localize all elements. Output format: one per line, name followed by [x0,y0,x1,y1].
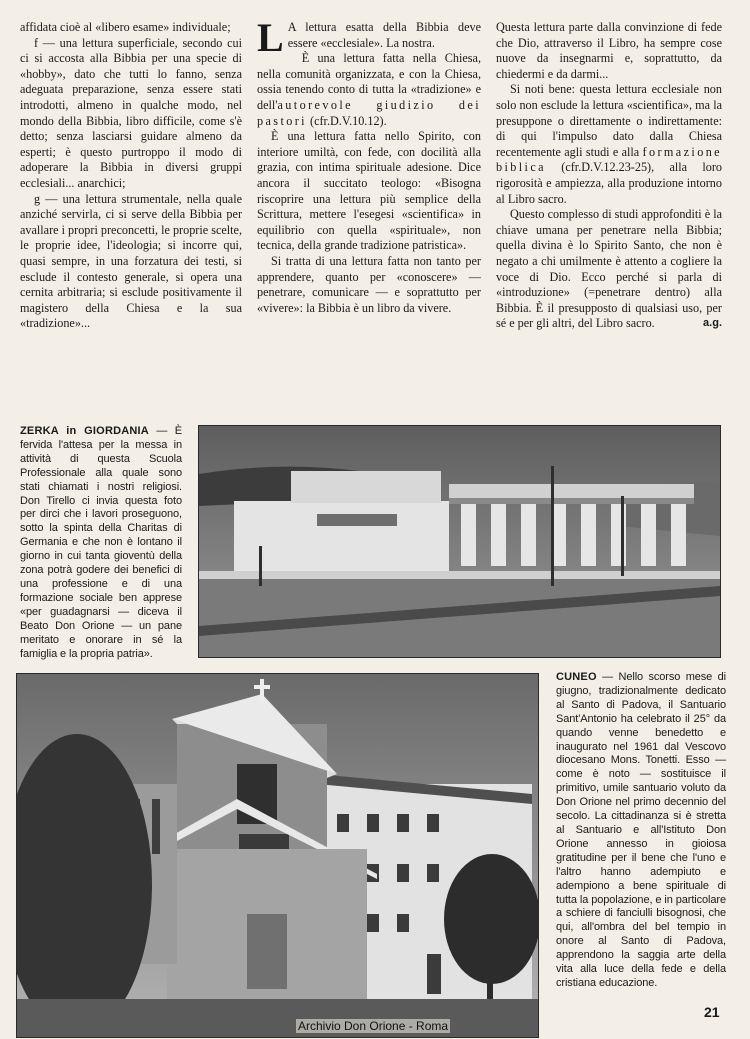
school-building-illustration [199,426,720,657]
text-run: (cfr.D.V.12.23-25), alla loro rigorosità e ampiezza, alla produzione intorno al Libro sacro. [496,160,722,206]
signature: a.g. [703,317,722,330]
paragraph: g — una lettura strumentale, nella quale anziché servirla, ci si serve della Bibbia per avallare i propri preconcetti, le proprie scelte, le proprie idee, l'ideologia; si incorre qui, quasi sempre, in una forzatura dei testi, si esclude il contesto generale, si opera una cernita arbitraria; si esclude positivamente il magistero della Chiesa e la sua «tradizione»... [20,191,242,331]
spaced-text: autorevole giudizio dei pastori [257,97,481,128]
caption-heading: CUNEO [556,671,597,683]
caption-text: — Nello scorso mese di giugno, tradizionalmente dedicato al Santo di Padova, il Santuario Sant'Antonio ha celebrato il 25° da quando venne benedetto e inaugurato nel 1961 dal Vescovo diocesano Mons. Tonetti. Esso — come è noto — sostituisce il primitivo, umile santuario voluto da Don Orione nel primo decennio del secolo. La cittadinanza si è stretta al Santuario e all'Istituto Don Orione annesso in gioiosa gratitudine per il bene che l'uno e l'altro hanno adempiuto e adempiono a bene spirituale di tutta la popolazione, e in particolare a schiere di fanciulli bisognosi, che qui, all'ombra del bel tempio in onore al Santo di Padova, apprendono la saggia arte della vita alla luce della fede e della cristiana educazione. [556,671,726,989]
paragraph: affidata cioè al «libero esame» individuale; [20,20,231,34]
photo-sanctuary [16,673,539,1038]
paragraph: f — una lettura superficiale, secondo cui ci si accosta alla Bibbia per una specie di «hobby», dato che tutti lo fanno, senza adeguata preparazione, senza essere stati introdotti, almeno in qualche modo, nel mondo della Bibbia, libro difficile, come s'è detto; senza lasciarsi guidare almeno da esperti; è questo purtroppo il modo di adoperare la Bibbia in diversi gruppi ecclesiali... anarchici; [20,35,242,190]
paragraph [496,207,722,332]
caption-heading: ZERKA in GIORDANIA [20,425,149,437]
text-run: È una lettura fatta nella Chiesa, nella comunità organizzata, e con la Chiesa, ossia tenendo conto di tutta la «tradizione» e dell' [257,51,481,112]
text-run: Si noti bene: questa lettura ecclesiale non solo non esclude la lettura «scientifica», ma la presuppone o direttamente o indirettamente: di qui l'impulso dato dalla Chiesa recentemente agli studi e alla [496,82,722,159]
article-column-1 [20,20,242,332]
spaced-text: formazione biblica [496,144,722,175]
text-run: (cfr.D.V.10.12). [306,113,387,128]
text-run: Questo complesso di studi approfonditi è la chiave umana per penetrare nella Bibbia; quella divina è lo Spirito Santo, che non è negato a chi umilmente è attento a cogliere la voce di Dio. Ecco perché si parla di «introduzione» (=penetrare dentro) alla Bibbia. È il presupposto di qualsiasi uso, per sé e per gli altri, del Libro sacro. [496,207,722,331]
sanctuary-illustration [17,674,538,1037]
page-number: 21 [704,1004,720,1020]
paragraph: Questa lettura parte dalla convinzione di fede che Dio, attraverso il Libro, ha sempre cose nuove da insegnarmi e, soprattutto, da chiedermi e da darmi... [496,20,722,81]
photo-school-building [198,425,721,658]
lead-text: A lettura esatta della Bibbia deve essere «ecclesiale». La nostra. [287,20,481,50]
paragraph: Si tratta di una lettura fatta non tanto per apprendere, quanto per «conoscere» — penetrare, comunicare — e soprattutto per «vivere»: la Bibbia è un libro da vivere. [257,253,481,315]
caption-zerka [20,425,182,661]
paragraph: È una lettura fatta nello Spirito, con interiore umiltà, con fede, con docilità alla grazia, con intima spirituale adesione. Dice ancora il succitato teologo: «Bisogna riscoprire una lettura più semplice della Scrittura, mettere l'esegesi «scientifica» in equilibrio con quella «spirituale», non tecnica, della grande tradizione patristica». [257,129,481,253]
article-column-3 [496,20,722,332]
article-column-2 [257,15,481,316]
paragraph [496,82,722,207]
paragraph-lead [257,15,481,60]
paragraph [257,51,481,129]
caption-cuneo [556,671,726,991]
drop-cap: L [257,15,284,60]
caption-text: — È fervida l'attesa per la messa in attività di questa Scuola Professionale alla quale sono stati chiamati i nostri religiosi. Don Tirello ci invia questa foto per dirci che i lavori proseguono, sotto la spinta della Charitas di Germania e che non è lontano il giorno in cui tanta gioventù della zona potrà godere dei benefici di una professione e di una formazione sociale ben apprese «per guadagnarsi — diceva il Beato Don Orione — un pane meritato e onorare in sé la famiglia e la propria patria». [20,425,182,660]
archive-watermark: Archivio Don Orione - Roma [298,1019,449,1033]
